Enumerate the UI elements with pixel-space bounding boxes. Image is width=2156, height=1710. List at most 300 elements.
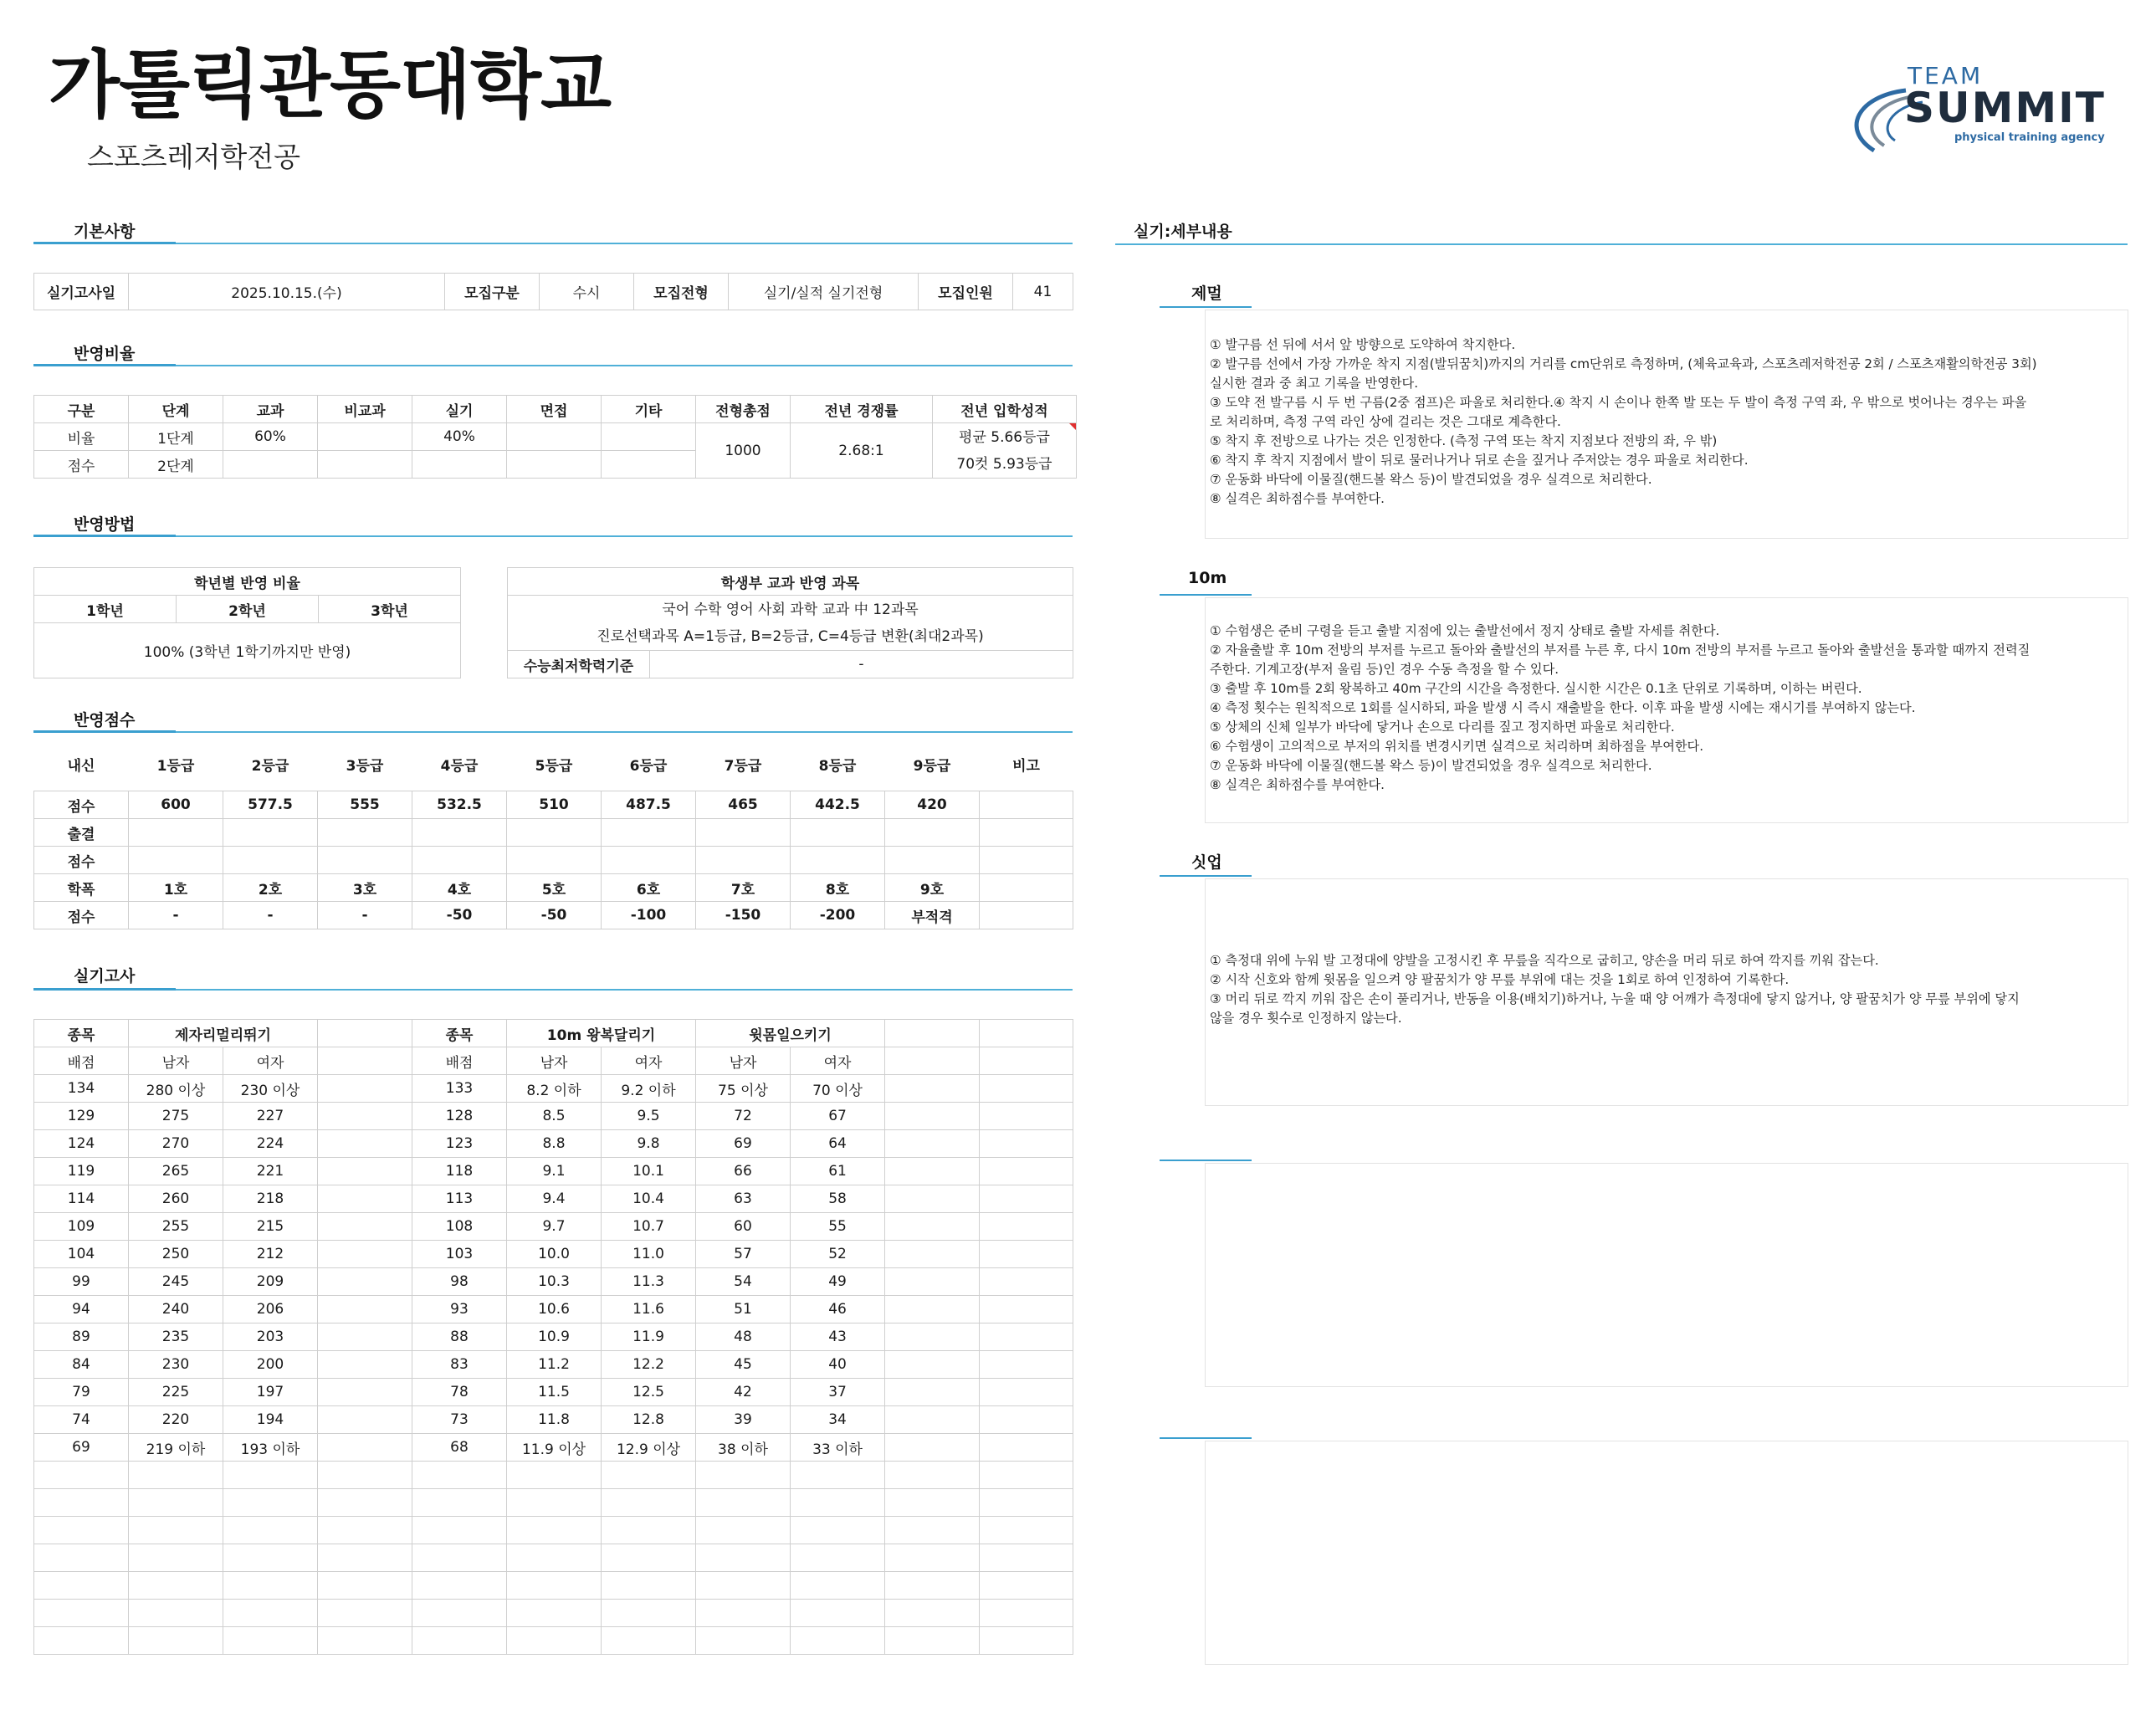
practical-cell: 225 — [129, 1379, 223, 1406]
practical-cell — [980, 1600, 1073, 1627]
practical-cell: 69 — [696, 1130, 791, 1158]
attendance-score-label: 점수 — [34, 847, 129, 874]
practical-cell — [602, 1627, 696, 1655]
practical-cell — [602, 1600, 696, 1627]
detail-box-shuttle — [1205, 597, 2128, 823]
practical-cell — [507, 1627, 602, 1655]
absence-cell: 7호 — [696, 874, 791, 902]
practical-cell: 34 — [791, 1406, 885, 1434]
practical-cell: 12.9 이상 — [602, 1434, 696, 1462]
ratio-cell: 점수 — [34, 451, 129, 479]
practical-row — [34, 1517, 1073, 1544]
score-header: 7등급 — [724, 757, 762, 775]
practical-cell — [34, 1517, 129, 1544]
practical-cell — [980, 1185, 1073, 1213]
logo-name-text: SUMMIT — [1904, 84, 2106, 132]
practical-cell: 124 — [34, 1130, 129, 1158]
practical-cell: 218 — [223, 1185, 318, 1213]
practical-cell: 45 — [696, 1351, 791, 1379]
practical-cell: 83 — [412, 1351, 507, 1379]
practical-cell: 43 — [791, 1323, 885, 1351]
practical-row — [34, 1572, 1073, 1600]
practical-cell — [885, 1158, 980, 1185]
absence-cell: 6호 — [602, 874, 696, 902]
csat-label: 수능최저학력기준 — [508, 651, 650, 678]
detail-accent-empty-1 — [1160, 1160, 1252, 1161]
absence-cell: 1호 — [129, 874, 223, 902]
detail-line: ② 발구름 선에서 가장 가까운 착지 지점(발뒤꿈치)까지의 거리를 cm단위로 측정하며, (체육교육과, 스포츠레저학전공 2회 / 스포츠재활의학전공 3회) — [1210, 356, 2037, 371]
basic-label-type: 모집구분 — [445, 274, 540, 310]
section-practical-underline — [33, 989, 1073, 991]
practical-cell — [885, 1323, 980, 1351]
practical-cell — [412, 1489, 507, 1517]
practical-cell — [318, 1572, 412, 1600]
practical-cell: 52 — [791, 1241, 885, 1268]
practical-cell — [412, 1572, 507, 1600]
practical-cell — [980, 1268, 1073, 1296]
section-score-accent — [33, 730, 176, 733]
detail-line: ⑦ 운동화 바닥에 이물질(핸드볼 왁스 등)이 발견되었을 경우 실격으로 처리한다. — [1210, 472, 1652, 487]
ratio-header: 전년 입학성적 — [933, 396, 1077, 423]
subject-table — [507, 567, 1073, 678]
practical-cell — [885, 1351, 980, 1379]
absence-score-cell: - — [129, 902, 223, 929]
practical-cell — [980, 1351, 1073, 1379]
practical-subhead: 여자 — [223, 1047, 318, 1075]
practical-subhead: 여자 — [791, 1047, 885, 1075]
absence-cell: 9호 — [885, 874, 980, 902]
practical-cell — [412, 1517, 507, 1544]
absence-score-cell: - — [223, 902, 318, 929]
basic-value-date: 2025.10.15.(수) — [129, 274, 445, 310]
logo-team-text: TEAM — [1908, 62, 1984, 90]
practical-cell — [980, 1296, 1073, 1323]
score-header: 6등급 — [629, 757, 668, 775]
practical-cell — [223, 1462, 318, 1489]
practical-cell: 230 이상 — [223, 1075, 318, 1103]
practical-cell: 57 — [696, 1241, 791, 1268]
ratio-cell: 1단계 — [129, 423, 223, 451]
practical-cell: 12.8 — [602, 1406, 696, 1434]
practical-cell — [791, 1544, 885, 1572]
subject-line-1: 국어 수학 영어 사회 과학 교과 中 12과목 — [662, 601, 919, 618]
section-method-title: 반영방법 — [74, 515, 136, 534]
practical-cell: 255 — [129, 1213, 223, 1241]
practical-cell — [980, 1572, 1073, 1600]
practical-cell: 10.9 — [507, 1323, 602, 1351]
detail-line: ⑤ 착지 후 전방으로 나가는 것은 인정한다. (측정 구역 또는 착지 지점보다 전방의 좌, 우 밖) — [1210, 433, 1718, 448]
practical-cell: 93 — [412, 1296, 507, 1323]
practical-cell: 9.2 이하 — [602, 1075, 696, 1103]
practical-cell — [318, 1517, 412, 1544]
practical-cell: 265 — [129, 1158, 223, 1185]
ratio-competition: 2.68:1 — [791, 423, 933, 479]
practical-row — [34, 1130, 1073, 1158]
detail-accent-shuttle — [1160, 594, 1252, 596]
practical-cell — [980, 1130, 1073, 1158]
score-header: 4등급 — [440, 757, 479, 775]
practical-cell: 40 — [791, 1351, 885, 1379]
section-method-underline — [33, 535, 1073, 537]
team-summit-logo — [1841, 59, 2125, 159]
basic-label-track: 모집전형 — [634, 274, 729, 310]
practical-cell — [980, 1434, 1073, 1462]
detail-line: ① 발구름 선 뒤에 서서 앞 방향으로 도약하여 착지한다. — [1210, 337, 1516, 352]
practical-cell — [602, 1517, 696, 1544]
basic-table — [33, 273, 1073, 310]
practical-cell — [791, 1572, 885, 1600]
practical-cell: 48 — [696, 1323, 791, 1351]
practical-cell — [318, 1627, 412, 1655]
detail-lines-situp — [1210, 879, 2128, 1028]
practical-cell: 109 — [34, 1213, 129, 1241]
practical-cell — [791, 1600, 885, 1627]
practical-cell — [507, 1544, 602, 1572]
practical-cell — [980, 1158, 1073, 1185]
practical-cell — [696, 1462, 791, 1489]
practical-row — [34, 1075, 1073, 1103]
practical-cell — [412, 1627, 507, 1655]
grade-ratio-table — [33, 567, 461, 678]
ratio-header: 면접 — [507, 396, 602, 423]
practical-cell — [885, 1213, 980, 1241]
practical-cell: 11.0 — [602, 1241, 696, 1268]
practical-cell: 74 — [34, 1406, 129, 1434]
detail-line: ⑥ 수험생이 고의적으로 부저의 위치를 변경시키면 실격으로 처리하며 최하점을 부여한다. — [1210, 739, 1704, 754]
section-score-underline — [33, 731, 1073, 733]
ratio-cell — [507, 451, 602, 479]
practical-cell: 84 — [34, 1351, 129, 1379]
practical-head: 종목 — [412, 1020, 507, 1047]
score-header: 5등급 — [535, 757, 573, 775]
practical-row — [34, 1462, 1073, 1489]
absence-score-cell: -50 — [412, 902, 507, 929]
ratio-header: 전년 경쟁률 — [791, 396, 933, 423]
practical-cell: 209 — [223, 1268, 318, 1296]
detail-line: ④ 측정 횟수는 원칙적으로 1회를 실시하되, 파울 발생 시 즉시 재출발을 한다. 이후 파울 발생 시에는 재시기를 부여하지 않는다. — [1210, 700, 1916, 715]
practical-cell: 88 — [412, 1323, 507, 1351]
practical-subhead: 남자 — [507, 1047, 602, 1075]
practical-cell: 194 — [223, 1406, 318, 1434]
practical-cell — [885, 1627, 980, 1655]
practical-cell: 11.3 — [602, 1268, 696, 1296]
ratio-header: 비교과 — [318, 396, 412, 423]
practical-cell: 79 — [34, 1379, 129, 1406]
practical-row — [34, 1544, 1073, 1572]
detail-line: ③ 출발 후 10m를 2회 왕복하고 40m 구간의 시간을 측정한다. 실시한 시간은 0.1초 단위로 기록하며, 이하는 버린다. — [1210, 681, 1862, 696]
practical-cell: 46 — [791, 1296, 885, 1323]
grade-header-3: 3학년 — [319, 596, 461, 623]
ratio-header: 단계 — [129, 396, 223, 423]
practical-cell — [34, 1489, 129, 1517]
practical-cell — [129, 1600, 223, 1627]
practical-cell: 206 — [223, 1296, 318, 1323]
detail-line: ② 시작 신호와 함께 윗몸을 일으켜 양 팔꿈치가 양 무릎 부위에 대는 것을 1회로 하여 인정하여 기록한다. — [1210, 972, 1790, 987]
practical-cell — [885, 1406, 980, 1434]
practical-row — [34, 1158, 1073, 1185]
practical-cell — [223, 1600, 318, 1627]
practical-row — [34, 1627, 1073, 1655]
practical-cell — [980, 1213, 1073, 1241]
practical-cell: 37 — [791, 1379, 885, 1406]
comment-marker-icon — [1069, 423, 1076, 430]
practical-cell: 10.4 — [602, 1185, 696, 1213]
detail-lines-longjump — [1210, 310, 2128, 509]
practical-cell — [885, 1462, 980, 1489]
practical-cell: 103 — [412, 1241, 507, 1268]
section-ratio-accent — [33, 364, 176, 366]
practical-cell — [318, 1103, 412, 1130]
practical-cell: 240 — [129, 1296, 223, 1323]
practical-cell: 8.5 — [507, 1103, 602, 1130]
absence-cell: 3호 — [318, 874, 412, 902]
ratio-cell: 60% — [223, 423, 318, 451]
practical-head-situp: 윗몸일으키기 — [696, 1020, 885, 1047]
practical-cell — [34, 1600, 129, 1627]
practical-cell — [980, 1489, 1073, 1517]
practical-subhead: 여자 — [602, 1047, 696, 1075]
practical-cell: 11.9 — [602, 1323, 696, 1351]
grade-ratio-title: 학년별 반영 비율 — [34, 568, 461, 596]
practical-cell — [129, 1517, 223, 1544]
practical-row — [34, 1213, 1073, 1241]
detail-accent-situp — [1160, 875, 1252, 877]
practical-cell — [507, 1489, 602, 1517]
practical-cell — [885, 1075, 980, 1103]
practical-cell — [980, 1517, 1073, 1544]
practical-cell — [318, 1406, 412, 1434]
grade-header-1: 1학년 — [34, 596, 177, 623]
practical-cell — [318, 1462, 412, 1489]
practical-cell — [507, 1572, 602, 1600]
practical-subhead: 남자 — [129, 1047, 223, 1075]
practical-cell: 133 — [412, 1075, 507, 1103]
practical-cell: 212 — [223, 1241, 318, 1268]
practical-cell: 203 — [223, 1323, 318, 1351]
practical-cell: 8.2 이하 — [507, 1075, 602, 1103]
practical-row — [34, 1268, 1073, 1296]
practical-cell — [791, 1462, 885, 1489]
practical-row — [34, 1406, 1073, 1434]
practical-cell — [602, 1572, 696, 1600]
absence-cell: 8호 — [791, 874, 885, 902]
practical-cell — [980, 1544, 1073, 1572]
practical-row — [34, 1185, 1073, 1213]
practical-cell: 235 — [129, 1323, 223, 1351]
section-ratio-title: 반영비율 — [74, 345, 136, 363]
practical-cell — [885, 1130, 980, 1158]
practical-subhead: 배점 — [412, 1047, 507, 1075]
practical-cell: 224 — [223, 1130, 318, 1158]
practical-cell: 11.8 — [507, 1406, 602, 1434]
basic-value-type: 수시 — [540, 274, 634, 310]
section-method-accent — [33, 535, 176, 537]
practical-cell: 221 — [223, 1158, 318, 1185]
detail-line: ② 자율출발 후 10m 전방의 부저를 누르고 돌아와 출발선의 부저를 누른 후, 다시 10m 전방의 부저를 누르고 돌아와 출발선을 통과할 때까지 전력질 — [1210, 643, 2031, 658]
practical-cell — [791, 1517, 885, 1544]
practical-cell: 11.6 — [602, 1296, 696, 1323]
detail-line: 실시한 결과 중 최고 기록을 반영한다. — [1210, 376, 1419, 391]
score-table — [33, 747, 1073, 929]
detail-accent-empty-2 — [1160, 1437, 1252, 1439]
score-cell — [980, 791, 1073, 819]
practical-cell: 11.2 — [507, 1351, 602, 1379]
practical-cell: 11.9 이상 — [507, 1434, 602, 1462]
section-practical-title: 실기고사 — [74, 967, 136, 986]
ratio-header: 기타 — [602, 396, 696, 423]
practical-cell — [885, 1544, 980, 1572]
practical-cell: 68 — [412, 1434, 507, 1462]
practical-cell — [318, 1130, 412, 1158]
practical-cell — [602, 1544, 696, 1572]
practical-cell — [980, 1103, 1073, 1130]
score-cell: 510 — [507, 791, 602, 819]
section-detail-underline — [1115, 243, 2128, 245]
detail-line: ③ 도약 전 발구름 시 두 번 구름(2중 점프)은 파울로 처리한다.④ 착지 시 손이나 한쪽 발 또는 두 발이 측정 구역 좌, 우 밖으로 벗어나는 경우는 파울 — [1210, 395, 2027, 410]
practical-cell: 219 이하 — [129, 1434, 223, 1462]
ratio-table — [33, 395, 1077, 479]
practical-cell: 69 — [34, 1434, 129, 1462]
practical-cell — [318, 1489, 412, 1517]
practical-cell: 99 — [34, 1268, 129, 1296]
practical-cell: 118 — [412, 1158, 507, 1185]
practical-row — [34, 1241, 1073, 1268]
practical-cell: 67 — [791, 1103, 885, 1130]
score-cell: 420 — [885, 791, 980, 819]
score-header: 2등급 — [251, 757, 289, 775]
absence-score-cell: - — [318, 902, 412, 929]
section-basic-accent — [33, 242, 176, 244]
section-basic-underline — [33, 243, 1073, 244]
basic-label-count: 모집인원 — [919, 274, 1013, 310]
practical-cell: 89 — [34, 1323, 129, 1351]
practical-cell: 61 — [791, 1158, 885, 1185]
practical-cell: 197 — [223, 1379, 318, 1406]
ratio-cell — [507, 423, 602, 451]
subject-desc — [508, 596, 1073, 651]
attendance-label: 출결 — [34, 819, 129, 847]
practical-cell: 51 — [696, 1296, 791, 1323]
practical-cell: 128 — [412, 1103, 507, 1130]
practical-cell — [507, 1517, 602, 1544]
practical-cell — [980, 1627, 1073, 1655]
practical-row — [34, 1103, 1073, 1130]
score-header: 1등급 — [156, 757, 195, 775]
practical-row — [34, 1296, 1073, 1323]
section-practical-accent — [33, 988, 176, 991]
ratio-admission-cut: 70컷 5.93등급 — [956, 455, 1052, 473]
practical-row — [34, 1379, 1073, 1406]
practical-cell: 129 — [34, 1103, 129, 1130]
practical-cell: 9.7 — [507, 1213, 602, 1241]
section-basic-title: 기본사항 — [74, 223, 136, 241]
practical-cell — [602, 1462, 696, 1489]
absence-cell: 4호 — [412, 874, 507, 902]
practical-cell: 108 — [412, 1213, 507, 1241]
practical-cell — [318, 1351, 412, 1379]
practical-cell: 104 — [34, 1241, 129, 1268]
score-header: 9등급 — [913, 757, 951, 775]
practical-cell: 193 이하 — [223, 1434, 318, 1462]
ratio-admission — [933, 423, 1077, 479]
basic-value-count: 41 — [1013, 274, 1073, 310]
score-cell: 487.5 — [602, 791, 696, 819]
detail-line: 로 처리하며, 측정 구역 라인 상에 걸리는 것은 그대로 계측한다. — [1210, 414, 1561, 429]
practical-cell — [885, 1296, 980, 1323]
practical-cell: 119 — [34, 1158, 129, 1185]
practical-cell: 42 — [696, 1379, 791, 1406]
practical-cell — [885, 1517, 980, 1544]
practical-subhead: 배점 — [34, 1047, 129, 1075]
section-detail-title: 실기:세부내용 — [1134, 223, 1232, 241]
practical-head: 종목 — [34, 1020, 129, 1047]
practical-cell — [318, 1434, 412, 1462]
detail-box-empty-1 — [1205, 1163, 2128, 1387]
practical-cell: 275 — [129, 1103, 223, 1130]
practical-cell: 10.6 — [507, 1296, 602, 1323]
practical-cell: 220 — [129, 1406, 223, 1434]
csat-value: - — [650, 651, 1073, 678]
practical-row — [34, 1434, 1073, 1462]
ratio-cell: 40% — [412, 423, 507, 451]
absence-score-cell: -200 — [791, 902, 885, 929]
absence-label: 학폭 — [34, 874, 129, 902]
score-cell: 532.5 — [412, 791, 507, 819]
score-cell: 555 — [318, 791, 412, 819]
practical-cell — [318, 1323, 412, 1351]
practical-cell — [34, 1572, 129, 1600]
practical-cell — [318, 1544, 412, 1572]
basic-value-track: 실기/실적 실기전형 — [729, 274, 919, 310]
subject-line-2: 진로선택과목 A=1등급, B=2등급, C=4등급 변환(최대2과목) — [597, 627, 984, 645]
practical-cell: 10.3 — [507, 1268, 602, 1296]
practical-cell — [885, 1572, 980, 1600]
ratio-header: 전형총점 — [696, 396, 791, 423]
absence-score-label: 점수 — [34, 902, 129, 929]
absence-cell: 2호 — [223, 874, 318, 902]
practical-cell: 9.5 — [602, 1103, 696, 1130]
subject-title: 학생부 교과 반영 과목 — [508, 568, 1073, 596]
practical-cell — [885, 1185, 980, 1213]
practical-cell: 33 이하 — [791, 1434, 885, 1462]
detail-title-situp: 싯업 — [1191, 853, 1222, 872]
absence-score-cell: -50 — [507, 902, 602, 929]
practical-cell — [223, 1627, 318, 1655]
practical-row — [34, 1600, 1073, 1627]
practical-cell: 123 — [412, 1130, 507, 1158]
detail-line: ⑦ 운동화 바닥에 이물질(핸드볼 왁스 등)이 발견되었을 경우 실격으로 처리한다. — [1210, 758, 1652, 773]
practical-cell: 73 — [412, 1406, 507, 1434]
practical-cell — [885, 1489, 980, 1517]
practical-cell: 98 — [412, 1268, 507, 1296]
detail-line: ⑥ 착지 후 착지 지점에서 발이 뒤로 물러나거나 뒤로 손을 짚거나 주저앉는 경우 파울로 처리한다. — [1210, 453, 1749, 468]
detail-line: ⑧ 실격은 최하점수를 부여한다. — [1210, 777, 1385, 792]
practical-cell: 9.4 — [507, 1185, 602, 1213]
practical-cell: 200 — [223, 1351, 318, 1379]
score-cell: 600 — [129, 791, 223, 819]
detail-title-shuttle: 10m — [1188, 569, 1227, 587]
practical-cell — [318, 1241, 412, 1268]
detail-accent-longjump — [1160, 306, 1252, 308]
detail-line: 않을 경우 횟수로 인정하지 않는다. — [1210, 1011, 1402, 1026]
practical-cell: 10.7 — [602, 1213, 696, 1241]
practical-cell — [34, 1462, 129, 1489]
practical-cell — [885, 1379, 980, 1406]
practical-cell — [129, 1489, 223, 1517]
practical-cell — [980, 1379, 1073, 1406]
practical-cell — [696, 1544, 791, 1572]
practical-row — [34, 1351, 1073, 1379]
